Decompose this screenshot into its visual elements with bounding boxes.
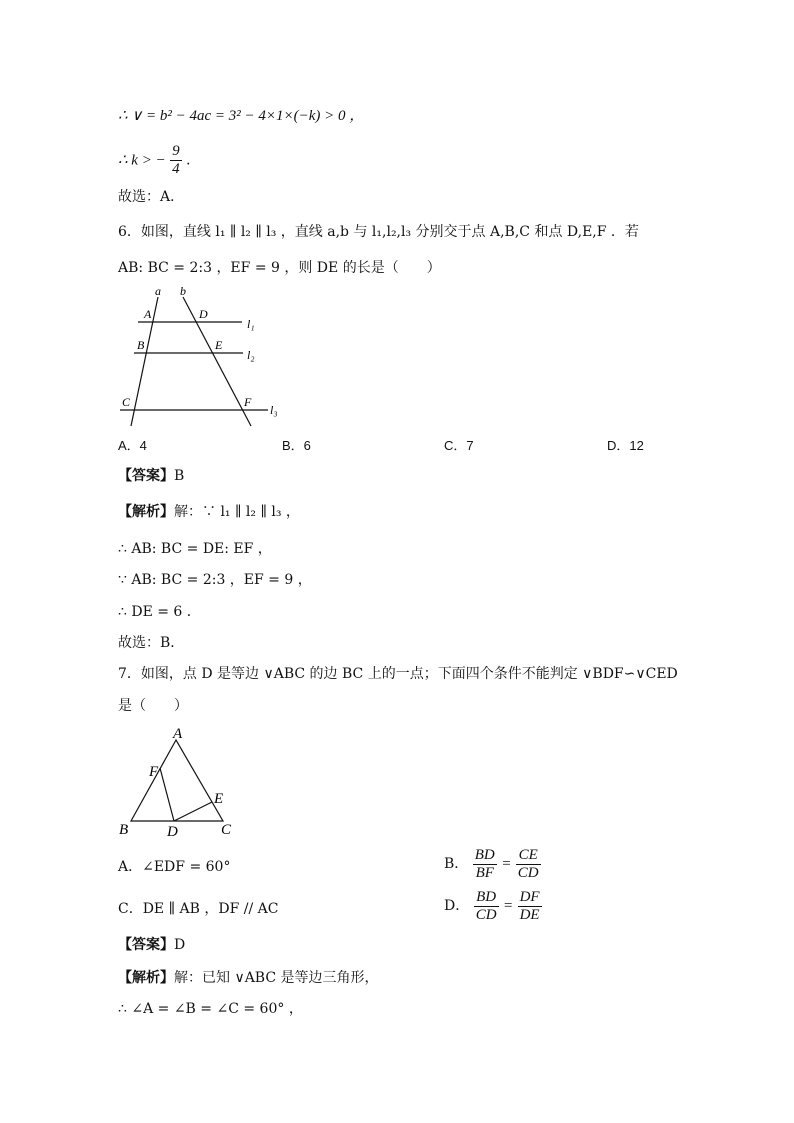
label-B: B (137, 338, 145, 352)
triangle-abc (131, 740, 223, 821)
q6-analysis-2: ∴ AB: BC = DE: EF ， (118, 541, 272, 557)
q7-option-b: B． $\frac{BD}{BF}$ = $\frac{CE}{CD}$ (444, 846, 539, 881)
q7-option-a: A．∠EDF = 60° (118, 859, 231, 875)
q6-figure (110, 283, 290, 428)
label-C: C (122, 395, 131, 409)
label-D: D (167, 824, 178, 840)
label-a: a (155, 284, 161, 298)
q6-option-c: C．7 (444, 438, 474, 453)
label-b: b (180, 284, 186, 298)
label-B: B (119, 822, 129, 838)
q7-option-c: C．DE ∥ AB ，DF // AC (118, 901, 279, 917)
q6-stem-2: AB: BC = 2:3 ，EF = 9 ，则 DE 的长是（ ） (118, 260, 441, 276)
label-F: F (244, 395, 252, 409)
q6-analysis-1: 【解析】解：∵ l₁ ∥ l₂ ∥ l₃ ， (118, 504, 300, 520)
segment-de (174, 802, 212, 821)
q7-analysis-2: ∴ ∠A = ∠B = ∠C = 60° ， (118, 1001, 303, 1017)
label-F: F (149, 764, 159, 780)
q6-analysis-4: ∴ DE = 6 ． (118, 604, 201, 620)
q7-figure (114, 722, 244, 840)
line-k-range: ∴ k > − $\frac{9}{4}$ ． (118, 143, 201, 177)
q6-answer: 【答案】B (118, 468, 185, 484)
q7-stem-1: 7．如图，点 D 是等边 ∨ABC 的边 BC 上的一点；下面四个条件不能判定 ∨BDF∽∨CED (118, 666, 678, 682)
q6-option-b: B．6 (282, 438, 311, 453)
q6-analysis-5: 故选：B． (118, 635, 185, 651)
label-D: D (199, 307, 208, 321)
segment-df (160, 768, 174, 821)
q7-stem-2: 是（ ） (118, 698, 188, 714)
label-l2: l₂ (247, 348, 255, 362)
q7-analysis-1: 【解析】解：已知 ∨ABC 是等边三角形， (118, 970, 379, 986)
label-A: A (173, 726, 183, 742)
q6-option-d: D．12 (607, 438, 644, 453)
q7-answer: 【答案】D (118, 937, 186, 953)
q6-option-a: A．4 (118, 438, 147, 453)
label-A: A (144, 307, 152, 321)
label-C: C (221, 822, 232, 838)
q7-option-d: D． $\frac{BD}{CD}$ = $\frac{DF}{DE}$ (444, 888, 540, 923)
q6-stem-1: 6．如图，直线 l₁ ∥ l₂ ∥ l₃ ，直线 a,b 与 l₁,l₂,l₃ 分别交于点 A,B,C 和点 D,E,F ．若 (118, 224, 639, 240)
q6-analysis-3: ∵ AB: BC = 2:3 ，EF = 9 ， (118, 572, 312, 588)
line-discriminant: ∴ ∨ = b² − 4ac = 3² − 4×1×(−k) > 0 ， (118, 108, 365, 124)
label-E: E (214, 791, 224, 807)
label-E: E (215, 338, 223, 352)
label-l1: l₁ (247, 317, 255, 331)
fraction-9-4: $\frac{9}{4}$ (172, 143, 180, 177)
label-l3: l₃ (270, 403, 278, 417)
line-b (183, 297, 251, 426)
line-choose-a: 故选：A． (118, 189, 185, 205)
